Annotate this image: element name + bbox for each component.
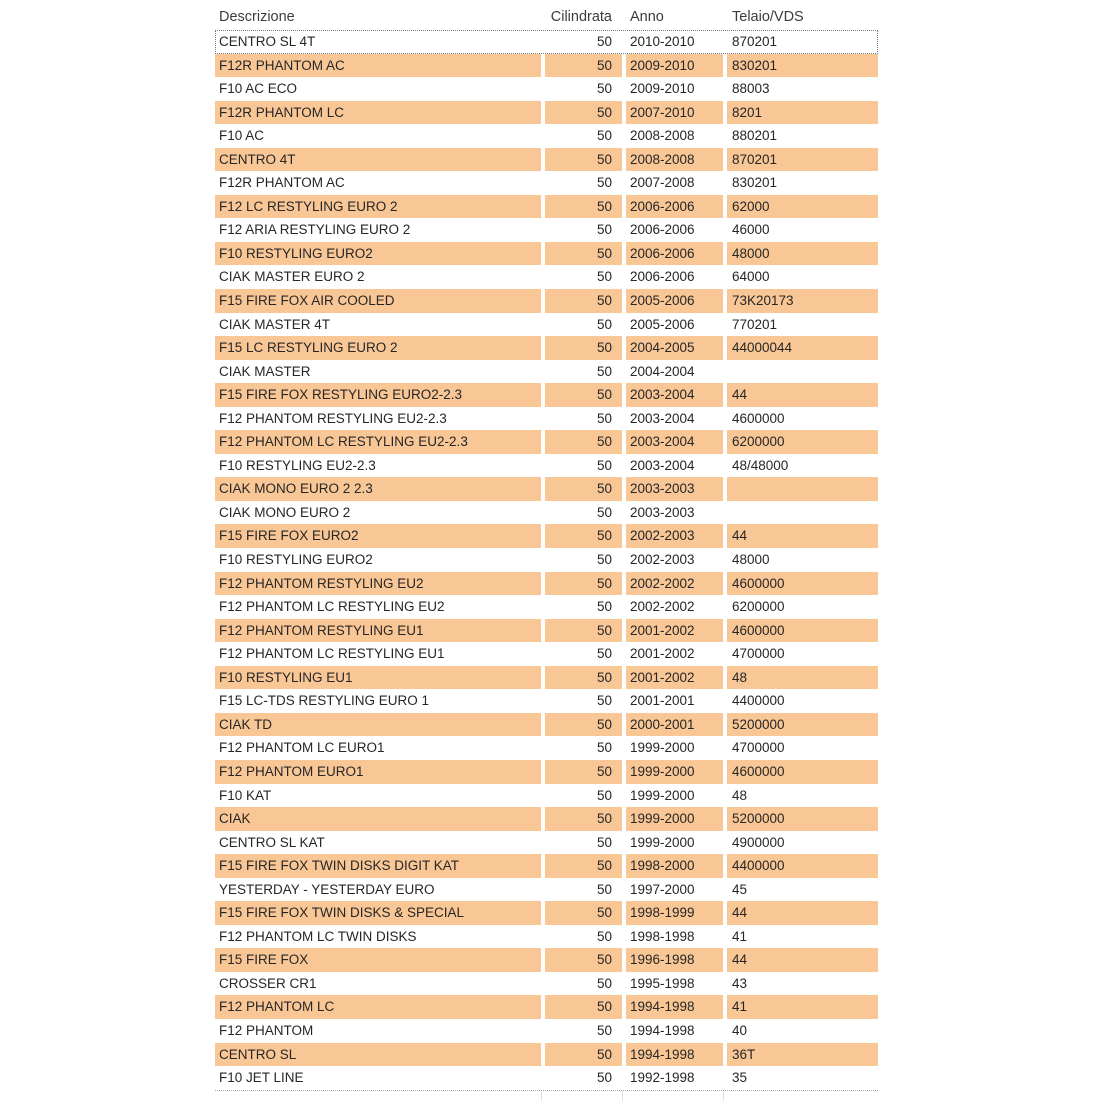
- table-row[interactable]: [215, 407, 878, 431]
- table-row[interactable]: [215, 689, 878, 713]
- cell-cilindrata: 50: [541, 689, 622, 713]
- table-row[interactable]: [215, 995, 878, 1019]
- cell-anno: 2003-2004: [622, 407, 723, 431]
- cell-descrizione: CIAK: [215, 807, 541, 831]
- cell-descrizione: F12R PHANTOM LC: [215, 101, 541, 125]
- cell-descrizione: CIAK MASTER: [215, 360, 541, 384]
- cell-anno: 2008-2008: [622, 148, 723, 172]
- cell-anno: 2001-2001: [622, 689, 723, 713]
- cell-telaio-vds: 4400000: [723, 854, 878, 878]
- cell-anno: 2002-2003: [622, 548, 723, 572]
- cell-cilindrata: 50: [541, 666, 622, 690]
- table-row[interactable]: [215, 548, 878, 572]
- cell-descrizione: F12 PHANTOM RESTYLING EU1: [215, 619, 541, 643]
- cell-anno: 2003-2003: [622, 501, 723, 525]
- cell-anno: 1999-2000: [622, 760, 723, 784]
- cell-cilindrata: 50: [541, 54, 622, 78]
- table-body: [215, 30, 878, 1090]
- cell-telaio-vds: 830201: [723, 54, 878, 78]
- cell-descrizione: F12 PHANTOM RESTYLING EU2: [215, 572, 541, 596]
- cell-descrizione: F10 KAT: [215, 784, 541, 808]
- cell-descrizione: F12 PHANTOM LC EURO1: [215, 736, 541, 760]
- cell-telaio-vds: 8201: [723, 101, 878, 125]
- cell-telaio-vds: 48/48000: [723, 454, 878, 478]
- column-header-descrizione[interactable]: Descrizione: [215, 5, 541, 30]
- cell-telaio-vds: [723, 360, 878, 384]
- cell-descrizione: F15 FIRE FOX TWIN DISKS & SPECIAL: [215, 901, 541, 925]
- cell-telaio-vds: 44000044: [723, 336, 878, 360]
- cell-descrizione: F10 RESTYLING EURO2: [215, 242, 541, 266]
- cell-anno: 2004-2004: [622, 360, 723, 384]
- cell-telaio-vds: 5200000: [723, 713, 878, 737]
- cell-descrizione: CIAK MONO EURO 2: [215, 501, 541, 525]
- cell-telaio-vds: 43: [723, 972, 878, 996]
- table-row[interactable]: [215, 1019, 878, 1043]
- cell-anno: 1994-1998: [622, 1043, 723, 1067]
- cell-cilindrata: 50: [541, 854, 622, 878]
- cell-cilindrata: 50: [541, 760, 622, 784]
- table-row[interactable]: [215, 854, 878, 878]
- cell-telaio-vds: 4600000: [723, 619, 878, 643]
- table-row[interactable]: [215, 878, 878, 902]
- cell-descrizione: CIAK MASTER EURO 2: [215, 265, 541, 289]
- table-row[interactable]: [215, 572, 878, 596]
- vehicle-models-table: [215, 5, 878, 1101]
- cell-cilindrata: 50: [541, 313, 622, 337]
- cell-cilindrata: 50: [541, 572, 622, 596]
- table-row[interactable]: [215, 54, 878, 78]
- cell-cilindrata: 50: [541, 925, 622, 949]
- cell-anno: 2002-2003: [622, 524, 723, 548]
- cell-telaio-vds: 73K20173: [723, 289, 878, 313]
- table-row[interactable]: [215, 101, 878, 125]
- cell-telaio-vds: 870201: [723, 30, 878, 54]
- cell-anno: 2008-2008: [622, 124, 723, 148]
- cell-cilindrata: 50: [541, 619, 622, 643]
- cell-anno: 2007-2008: [622, 171, 723, 195]
- cell-cilindrata: 50: [541, 995, 622, 1019]
- cell-descrizione: F12 PHANTOM LC RESTYLING EU2-2.3: [215, 430, 541, 454]
- cell-telaio-vds: [723, 477, 878, 501]
- table-row[interactable]: [215, 265, 878, 289]
- table-row[interactable]: [215, 901, 878, 925]
- cell-telaio-vds: 41: [723, 925, 878, 949]
- cell-descrizione: F12R PHANTOM AC: [215, 54, 541, 78]
- cell-anno: 2006-2006: [622, 195, 723, 219]
- column-header-anno[interactable]: Anno: [622, 5, 723, 30]
- cell-cilindrata: 50: [541, 171, 622, 195]
- table-row[interactable]: [215, 619, 878, 643]
- table-row[interactable]: [215, 30, 878, 54]
- cell-anno: 2001-2002: [622, 619, 723, 643]
- cell-telaio-vds: 88003: [723, 77, 878, 101]
- cell-cilindrata: 50: [541, 265, 622, 289]
- cell-cilindrata: 50: [541, 336, 622, 360]
- table-row[interactable]: [215, 477, 878, 501]
- table-row[interactable]: [215, 642, 878, 666]
- cell-telaio-vds: 44: [723, 383, 878, 407]
- table-row[interactable]: [215, 383, 878, 407]
- cell-descrizione: F10 RESTYLING EU2-2.3: [215, 454, 541, 478]
- table-row[interactable]: [215, 195, 878, 219]
- table-row[interactable]: [215, 666, 878, 690]
- column-divider: [541, 1091, 542, 1101]
- cell-cilindrata: 50: [541, 972, 622, 996]
- table-row[interactable]: [215, 313, 878, 337]
- cell-cilindrata: 50: [541, 948, 622, 972]
- cell-descrizione: CENTRO SL: [215, 1043, 541, 1067]
- cell-cilindrata: 50: [541, 101, 622, 125]
- cell-telaio-vds: 4700000: [723, 642, 878, 666]
- cell-descrizione: F15 FIRE FOX EURO2: [215, 524, 541, 548]
- cell-telaio-vds: 4600000: [723, 760, 878, 784]
- cell-descrizione: CENTRO 4T: [215, 148, 541, 172]
- cell-descrizione: F12 PHANTOM EURO1: [215, 760, 541, 784]
- cell-anno: 1999-2000: [622, 736, 723, 760]
- cell-cilindrata: 50: [541, 454, 622, 478]
- cell-telaio-vds: 6200000: [723, 595, 878, 619]
- cell-descrizione: F15 LC-TDS RESTYLING EURO 1: [215, 689, 541, 713]
- cell-telaio-vds: 44: [723, 948, 878, 972]
- cell-telaio-vds: 48000: [723, 548, 878, 572]
- cell-descrizione: F12 LC RESTYLING EURO 2: [215, 195, 541, 219]
- table-row[interactable]: [215, 1066, 878, 1090]
- table-row[interactable]: [215, 807, 878, 831]
- cell-cilindrata: 50: [541, 407, 622, 431]
- cell-telaio-vds: 36T: [723, 1043, 878, 1067]
- cell-telaio-vds: 46000: [723, 218, 878, 242]
- cell-anno: 2004-2005: [622, 336, 723, 360]
- cell-descrizione: F10 JET LINE: [215, 1066, 541, 1090]
- cell-cilindrata: 50: [541, 289, 622, 313]
- cell-cilindrata: 50: [541, 901, 622, 925]
- cell-anno: 1994-1998: [622, 995, 723, 1019]
- column-header-telaio-vds[interactable]: Telaio/VDS: [723, 5, 878, 30]
- cell-cilindrata: 50: [541, 784, 622, 808]
- cell-telaio-vds: 41: [723, 995, 878, 1019]
- cell-anno: 1998-1999: [622, 901, 723, 925]
- table-row[interactable]: [215, 124, 878, 148]
- cell-anno: 2005-2006: [622, 289, 723, 313]
- cell-telaio-vds: 48: [723, 666, 878, 690]
- cell-descrizione: F10 AC: [215, 124, 541, 148]
- cell-anno: 1996-1998: [622, 948, 723, 972]
- cell-cilindrata: 50: [541, 148, 622, 172]
- cell-anno: 2003-2004: [622, 383, 723, 407]
- table-row[interactable]: [215, 242, 878, 266]
- cell-telaio-vds: [723, 501, 878, 525]
- table-row[interactable]: [215, 948, 878, 972]
- table-row[interactable]: [215, 501, 878, 525]
- table-row[interactable]: [215, 831, 878, 855]
- cell-anno: 1999-2000: [622, 807, 723, 831]
- cell-anno: 1994-1998: [622, 1019, 723, 1043]
- table-footer-strip: [215, 1090, 878, 1101]
- table-row[interactable]: [215, 218, 878, 242]
- cell-anno: 2000-2001: [622, 713, 723, 737]
- cell-descrizione: F15 FIRE FOX AIR COOLED: [215, 289, 541, 313]
- cell-descrizione: F15 FIRE FOX: [215, 948, 541, 972]
- cell-anno: 2002-2002: [622, 572, 723, 596]
- cell-telaio-vds: 830201: [723, 171, 878, 195]
- cell-anno: 1999-2000: [622, 784, 723, 808]
- cell-descrizione: CENTRO SL 4T: [215, 30, 541, 54]
- table-row[interactable]: [215, 454, 878, 478]
- table-row[interactable]: [215, 77, 878, 101]
- cell-anno: 2001-2002: [622, 642, 723, 666]
- cell-anno: 1999-2000: [622, 831, 723, 855]
- cell-telaio-vds: 45: [723, 878, 878, 902]
- table-row[interactable]: [215, 360, 878, 384]
- cell-cilindrata: 50: [541, 878, 622, 902]
- cell-descrizione: F10 RESTYLING EURO2: [215, 548, 541, 572]
- cell-cilindrata: 50: [541, 430, 622, 454]
- cell-anno: 1992-1998: [622, 1066, 723, 1090]
- cell-cilindrata: 50: [541, 713, 622, 737]
- cell-anno: 1998-1998: [622, 925, 723, 949]
- cell-descrizione: F15 FIRE FOX TWIN DISKS DIGIT KAT: [215, 854, 541, 878]
- cell-descrizione: CENTRO SL KAT: [215, 831, 541, 855]
- cell-descrizione: CIAK MONO EURO 2 2.3: [215, 477, 541, 501]
- cell-anno: 2009-2010: [622, 77, 723, 101]
- cell-telaio-vds: 48000: [723, 242, 878, 266]
- table-header-row: [215, 5, 878, 30]
- cell-telaio-vds: 44: [723, 524, 878, 548]
- cell-cilindrata: 50: [541, 77, 622, 101]
- cell-telaio-vds: 4900000: [723, 831, 878, 855]
- cell-cilindrata: 50: [541, 242, 622, 266]
- column-header-cilindrata[interactable]: Cilindrata: [541, 5, 622, 30]
- table-row[interactable]: [215, 972, 878, 996]
- cell-descrizione: F12 PHANTOM LC RESTYLING EU2: [215, 595, 541, 619]
- table-row[interactable]: [215, 336, 878, 360]
- cell-cilindrata: 50: [541, 477, 622, 501]
- cell-cilindrata: 50: [541, 1019, 622, 1043]
- table-row[interactable]: [215, 430, 878, 454]
- cell-cilindrata: 50: [541, 218, 622, 242]
- cell-descrizione: F10 RESTYLING EU1: [215, 666, 541, 690]
- cell-descrizione: CIAK MASTER 4T: [215, 313, 541, 337]
- table-row[interactable]: [215, 289, 878, 313]
- cell-cilindrata: 50: [541, 383, 622, 407]
- cell-descrizione: YESTERDAY - YESTERDAY EURO: [215, 878, 541, 902]
- cell-cilindrata: 50: [541, 195, 622, 219]
- cell-cilindrata: 50: [541, 642, 622, 666]
- cell-cilindrata: 50: [541, 807, 622, 831]
- cell-cilindrata: 50: [541, 595, 622, 619]
- cell-anno: 2006-2006: [622, 218, 723, 242]
- cell-anno: 2006-2006: [622, 265, 723, 289]
- table-row[interactable]: [215, 784, 878, 808]
- table-row[interactable]: [215, 1043, 878, 1067]
- cell-cilindrata: 50: [541, 1043, 622, 1067]
- cell-descrizione: CIAK TD: [215, 713, 541, 737]
- table-row[interactable]: [215, 171, 878, 195]
- cell-cilindrata: 50: [541, 30, 622, 54]
- cell-telaio-vds: 6200000: [723, 430, 878, 454]
- cell-anno: 2005-2006: [622, 313, 723, 337]
- cell-telaio-vds: 870201: [723, 148, 878, 172]
- cell-descrizione: F12 PHANTOM: [215, 1019, 541, 1043]
- cell-cilindrata: 50: [541, 360, 622, 384]
- cell-anno: 2007-2010: [622, 101, 723, 125]
- cell-descrizione: F12 PHANTOM LC: [215, 995, 541, 1019]
- cell-anno: 2002-2002: [622, 595, 723, 619]
- cell-telaio-vds: 4400000: [723, 689, 878, 713]
- cell-telaio-vds: 48: [723, 784, 878, 808]
- table-row[interactable]: [215, 713, 878, 737]
- cell-cilindrata: 50: [541, 501, 622, 525]
- cell-telaio-vds: 62000: [723, 195, 878, 219]
- cell-telaio-vds: 64000: [723, 265, 878, 289]
- cell-telaio-vds: 4600000: [723, 572, 878, 596]
- cell-descrizione: F12 PHANTOM LC RESTYLING EU1: [215, 642, 541, 666]
- cell-anno: 1998-2000: [622, 854, 723, 878]
- cell-descrizione: F15 FIRE FOX RESTYLING EURO2-2.3: [215, 383, 541, 407]
- cell-anno: 2001-2002: [622, 666, 723, 690]
- cell-anno: 2003-2003: [622, 477, 723, 501]
- table-row[interactable]: [215, 524, 878, 548]
- table-row[interactable]: [215, 595, 878, 619]
- column-divider: [723, 1091, 724, 1101]
- table-row[interactable]: [215, 148, 878, 172]
- cell-descrizione: F15 LC RESTYLING EURO 2: [215, 336, 541, 360]
- cell-anno: 2003-2004: [622, 430, 723, 454]
- table-row[interactable]: [215, 925, 878, 949]
- cell-telaio-vds: 4600000: [723, 407, 878, 431]
- cell-telaio-vds: 40: [723, 1019, 878, 1043]
- cell-cilindrata: 50: [541, 524, 622, 548]
- cell-telaio-vds: 4700000: [723, 736, 878, 760]
- table-row[interactable]: [215, 736, 878, 760]
- cell-cilindrata: 50: [541, 1066, 622, 1090]
- cell-descrizione: F10 AC ECO: [215, 77, 541, 101]
- cell-descrizione: F12 PHANTOM LC TWIN DISKS: [215, 925, 541, 949]
- cell-telaio-vds: 44: [723, 901, 878, 925]
- cell-cilindrata: 50: [541, 736, 622, 760]
- cell-anno: 2009-2010: [622, 54, 723, 78]
- cell-telaio-vds: 880201: [723, 124, 878, 148]
- cell-descrizione: F12R PHANTOM AC: [215, 171, 541, 195]
- cell-descrizione: F12 ARIA RESTYLING EURO 2: [215, 218, 541, 242]
- cell-telaio-vds: 5200000: [723, 807, 878, 831]
- table-row[interactable]: [215, 760, 878, 784]
- cell-cilindrata: 50: [541, 124, 622, 148]
- cell-anno: 2006-2006: [622, 242, 723, 266]
- cell-descrizione: F12 PHANTOM RESTYLING EU2-2.3: [215, 407, 541, 431]
- cell-cilindrata: 50: [541, 831, 622, 855]
- cell-anno: 1997-2000: [622, 878, 723, 902]
- column-divider: [622, 1091, 623, 1101]
- cell-cilindrata: 50: [541, 548, 622, 572]
- cell-telaio-vds: 770201: [723, 313, 878, 337]
- cell-anno: 2010-2010: [622, 30, 723, 54]
- cell-anno: 1995-1998: [622, 972, 723, 996]
- cell-telaio-vds: 35: [723, 1066, 878, 1090]
- cell-anno: 2003-2004: [622, 454, 723, 478]
- cell-descrizione: CROSSER CR1: [215, 972, 541, 996]
